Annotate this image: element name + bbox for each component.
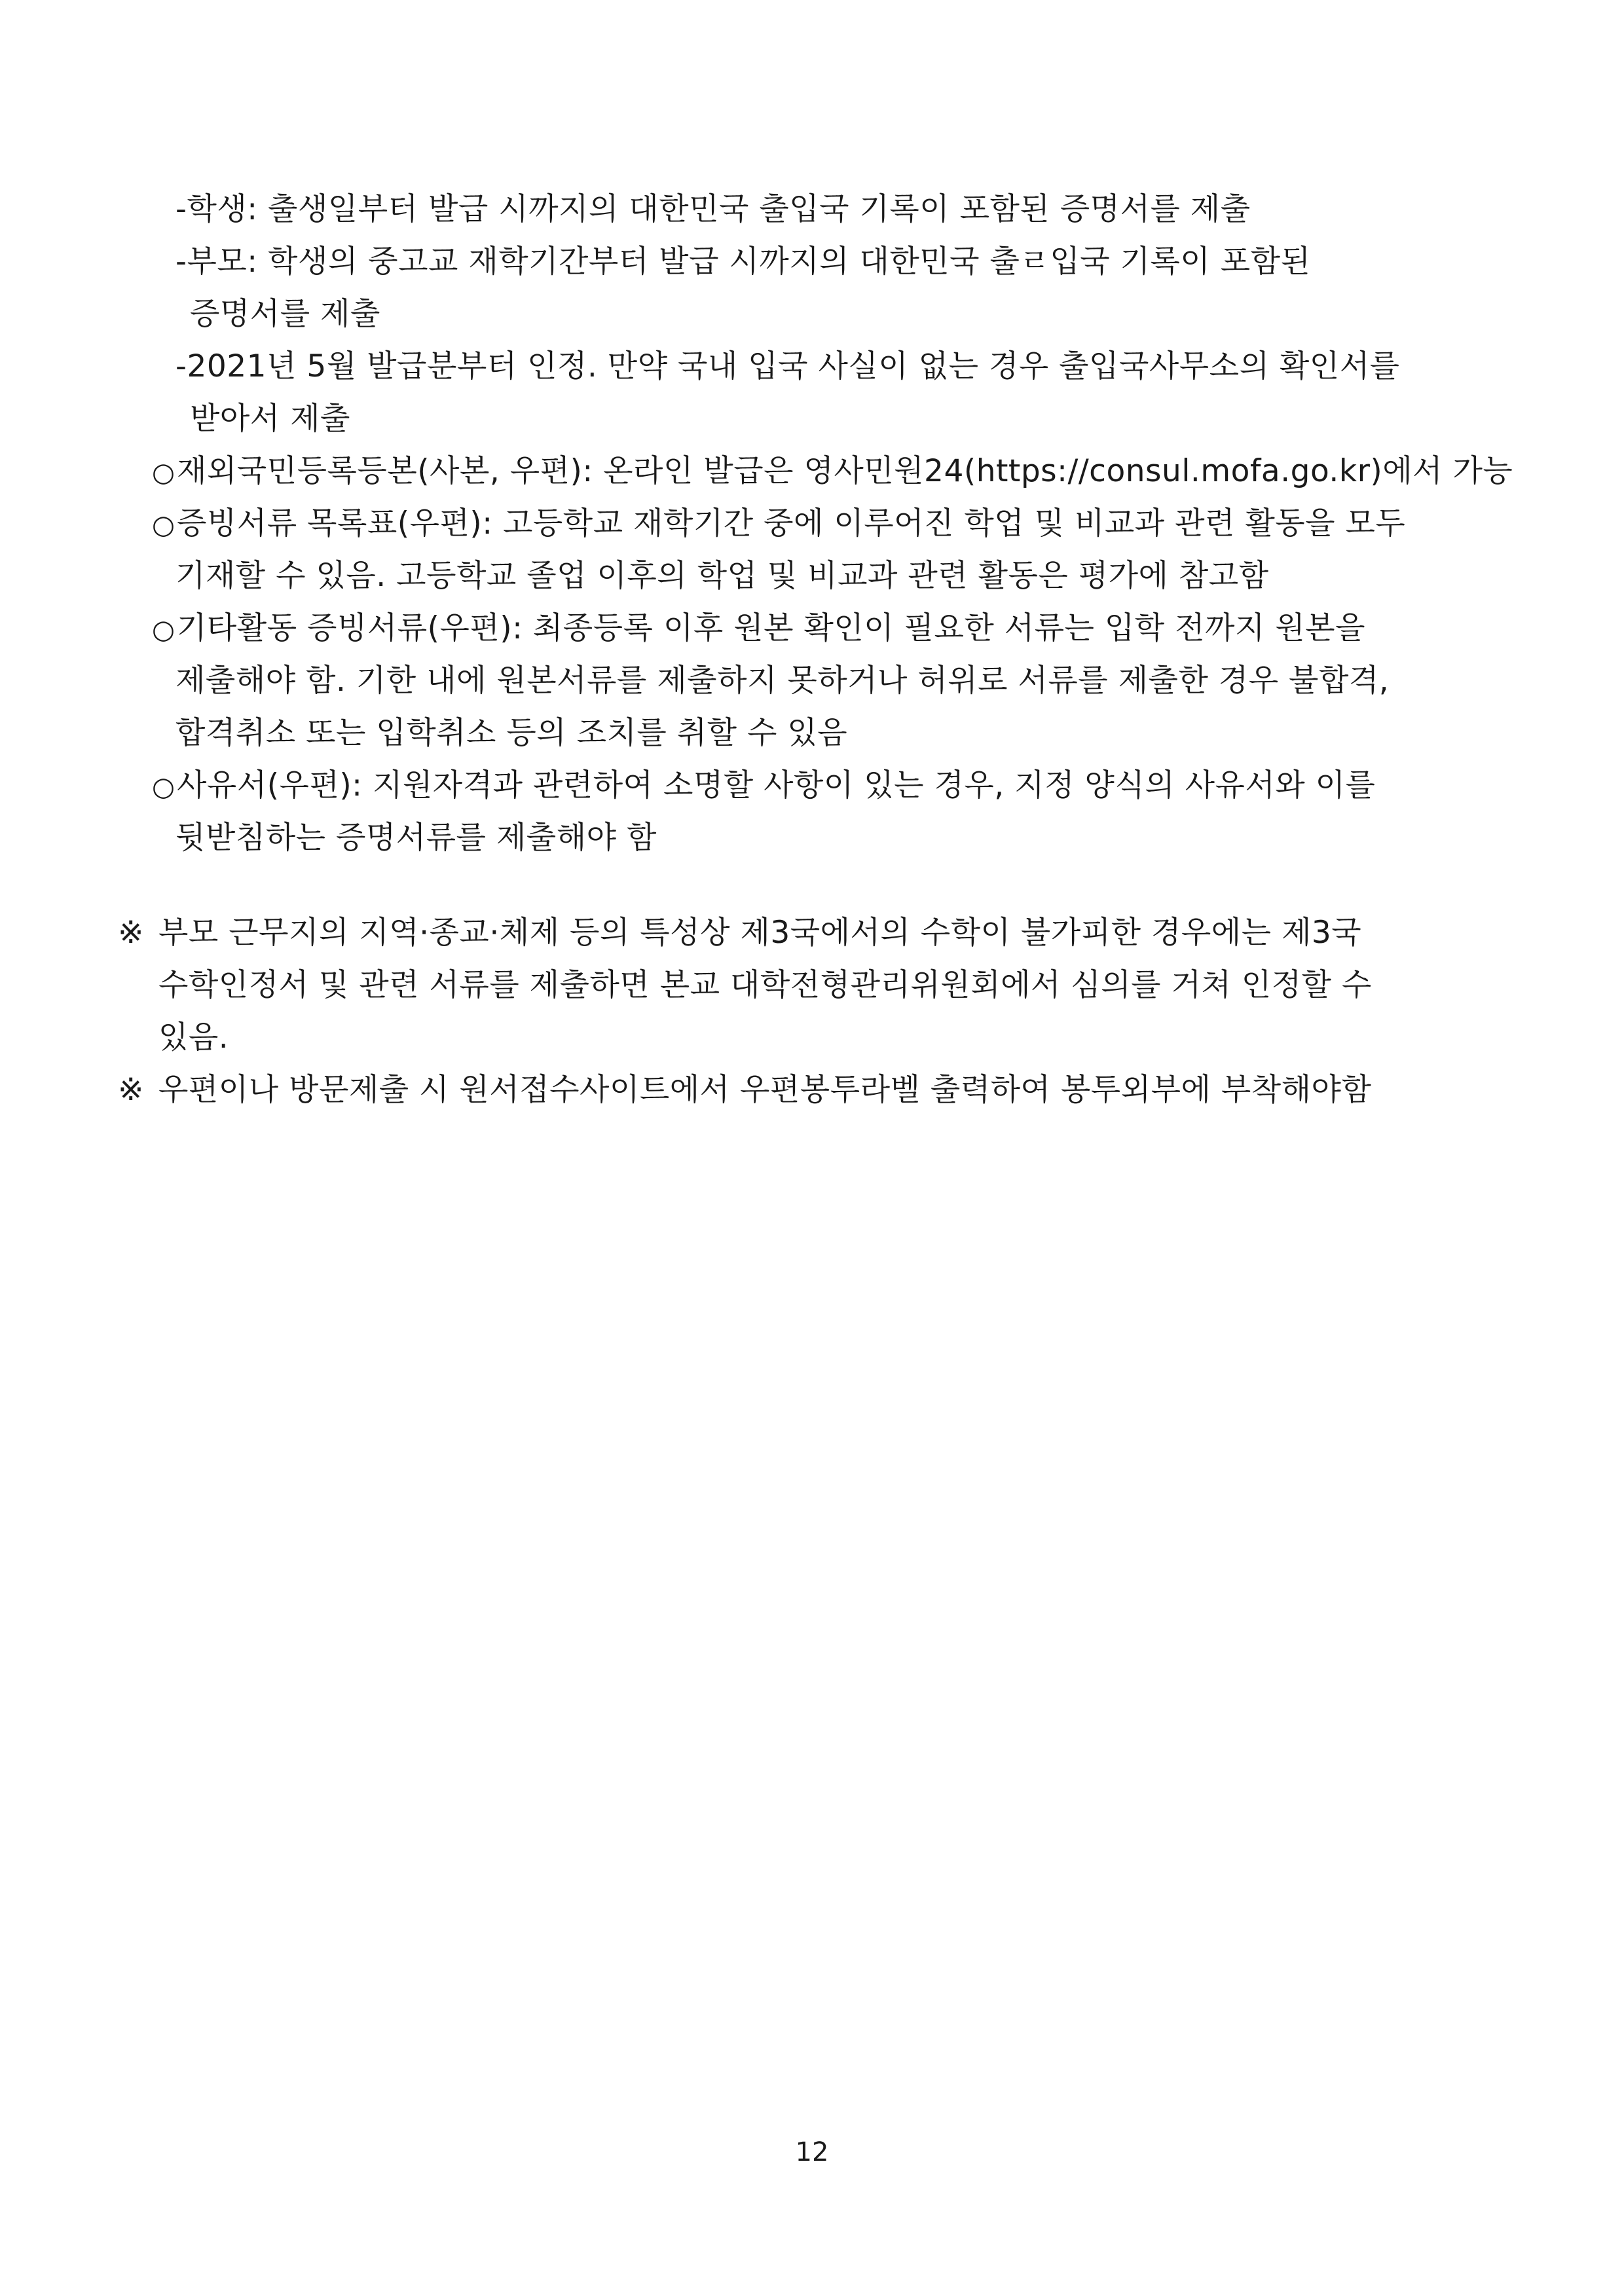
reference-mark-icon: ※ [118,1072,144,1108]
circle-bullet-icon: ○ [152,458,175,488]
bullet-text: 증빙서류 목록표(우편): 고등학교 재학기간 중에 이루어진 학업 및 비교과 관련 활동을 모두 [177,505,1406,542]
circle-bullet-icon: ○ [152,615,175,645]
bullet-other-activities-line-2: 제출해야 함. 기한 내에 원본서류를 제출하지 못하거나 허위로 서류를 제출한 경우 불합격, [175,663,1390,699]
parent-document-line-1: -부모: 학생의 중고교 재학기간부터 발급 시까지의 대한민국 출ㄹ입국 기록이 포함된 [175,244,1311,280]
student-document-line: -학생: 출생일부터 발급 시까지의 대한민국 출입국 기록이 포함된 증명서를 제출 [175,191,1251,227]
page-number: 12 [795,2137,829,2167]
note-third-country [118,913,1361,953]
from-2021-line-1: -2021년 5월 발급분부터 인정. 만약 국내 입국 사실이 없는 경우 출입국사무소의 확인서를 [175,348,1400,384]
reference-mark-icon: ※ [118,915,144,951]
bullet-text: 재외국민등록등본(사본, 우편): 온라인 발급은 영사민원24(https://consul.mofa.go.kr)에서 가능 [177,453,1513,489]
bullet-statement-of-reason [152,766,1375,807]
from-2021-line-2: 받아서 제출 [190,401,350,437]
bullet-text: 사유서(우편): 지원자격과 관련하여 소명할 사항이 있는 경우, 지정 양식의 사유서와 이를 [177,767,1376,803]
bullet-evidence-list [152,504,1405,545]
note-third-country-line-2: 수학인정서 및 관련 서류를 제출하면 본교 대학전형관리위원회에서 심의를 거쳐 인정할 수 [158,967,1372,1003]
parent-document-line-2: 증명서를 제출 [190,296,380,332]
bullet-other-activities-line-3: 합격취소 또는 입학취소 등의 조치를 취할 수 있음 [175,715,848,751]
note-third-country-line-3: 있음. [158,1019,229,1056]
bullet-evidence-list-line-2: 기재할 수 있음. 고등학교 졸업 이후의 학업 및 비교과 관련 활동은 평가에 참고함 [175,558,1269,594]
circle-bullet-icon: ○ [152,772,175,802]
bullet-text: 기타활동 증빙서류(우편): 최종등록 이후 원본 확인이 필요한 서류는 입학 전까지 원본을 [177,610,1365,646]
bullet-statement-of-reason-line-2: 뒷받침하는 증명서류를 제출해야 함 [175,820,657,856]
bullet-overseas-registration [152,452,1513,492]
note-text: 부모 근무지의 지역·종교·체제 등의 특성상 제3국에서의 수학이 불가피한 경우에는 제3국 [158,915,1362,951]
bullet-other-activities [152,609,1365,650]
note-text: 우편이나 방문제출 시 원서접수사이트에서 우편봉투라벨 출력하여 봉투외부에 부착해야함 [158,1072,1372,1108]
note-mail-label [118,1071,1371,1110]
circle-bullet-icon: ○ [152,510,175,540]
